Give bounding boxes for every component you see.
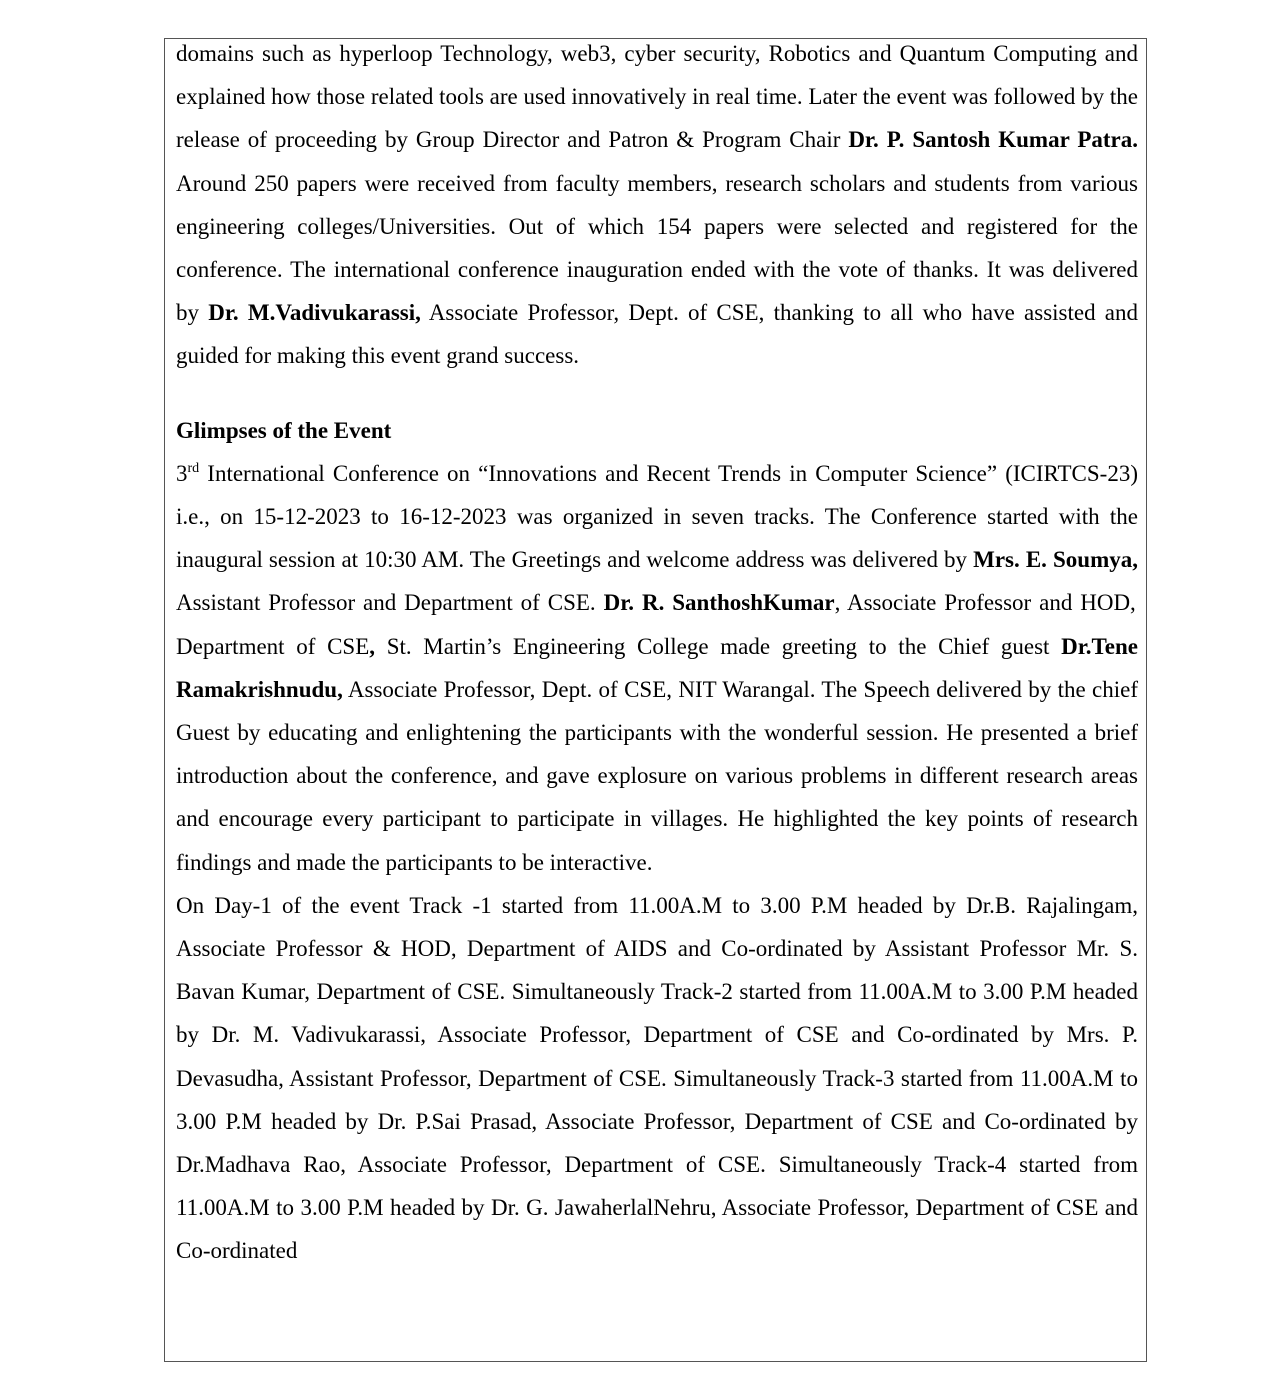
section-heading: Glimpses of the Event xyxy=(176,417,392,443)
paragraph-text: Assistant Professor and Department of CSE. xyxy=(176,590,604,616)
bold-name-santhoshkumar: Dr. R. SanthoshKumar xyxy=(603,590,835,616)
bold-name-ramakrishnudu: Dr.Tene Ramakrishnudu, xyxy=(176,633,1138,702)
paragraph-gap xyxy=(176,378,1138,409)
bold-name-patra: Dr. P. Santosh Kumar Patra. xyxy=(848,127,1138,153)
paragraph-text: , Associate Professor and HOD, Department of CSE xyxy=(176,590,1136,659)
bold-name-soumya: Mrs. E. Soumya, xyxy=(973,547,1138,573)
paragraph-proceedings xyxy=(176,32,1138,378)
bold-comma: , xyxy=(369,633,376,659)
paragraph-text: International Conference on “Innovations and Recent Trends in Computer Science” (ICIRTCS-23) i.e., on 15-12-2023 to 16-12-2023 was organized in seven tracks. The Conference started with the inaugural session at 10:30 AM. The Greetings and welcome address was delivered by xyxy=(176,460,1138,573)
document-body xyxy=(176,32,1138,1273)
paragraph-text: domains such as hyperloop Technology, web3, cyber security, Robotics and Quantum Computing and explained how those related tools are used innovatively in real time. Later the event was followed by the release of proceeding by Group Director and Patron & Program Chair xyxy=(176,41,1138,153)
paragraph-text: St. Martin’s Engineering College made greeting to the Chief guest xyxy=(375,633,1062,659)
paragraph-text: Associate Professor, Dept. of CSE, NIT Warangal. The Speech delivered by the chief Guest by educating and enlightening the participants with the wonderful session. He presented a brief introduction about the conference, and gave explosure on various problems in different research areas and encourage every participant to participate in villages. He highlighted the key points of research findings and made the participants to be interactive. xyxy=(176,676,1138,875)
paragraph-day1-tracks xyxy=(176,884,1138,1273)
paragraph-conference-intro xyxy=(176,452,1138,884)
ordinal-number: 3 xyxy=(176,460,188,486)
paragraph-text: Around 250 papers were received from faculty members, research scholars and students from various engineering colleges/Universities. Out of which 154 papers were selected and registered for the conference. The international conference inauguration ended with the vote of thanks. It was delivered by xyxy=(176,170,1138,326)
bold-name-vadivukarassi: Dr. M.Vadivukarassi, xyxy=(208,300,421,326)
ordinal-suffix: rd xyxy=(187,460,200,476)
paragraph-text: Associate Professor, Dept. of CSE, thanking to all who have assisted and guided for making this event grand success. xyxy=(176,300,1139,369)
paragraph-text: On Day-1 of the event Track -1 started from 11.00A.M to 3.00 P.M headed by Dr.B. Rajalingam, Associate Professor & HOD, Department of AIDS and Co-ordinated by Assistant Professor Mr. S. Bavan Kumar, Department of CSE. Simultaneously Track-2 started from 11.00A.M to 3.00 P.M headed by Dr. M. Vadivukarassi, Associate Professor, Department of CSE and Co-ordinated by Mrs. P. Devasudha, Assistant Professor, Department of CSE. Simultaneously Track-3 started from 11.00A.M to 3.00 P.M headed by Dr. P.Sai Prasad, Associate Professor, Department of CSE and Co-ordinated by Dr.Madhava Rao, Associate Professor, Department of CSE. Simultaneously Track-4 started from 11.00A.M to 3.00 P.M headed by Dr. G. JawaherlalNehru, Associate Professor, Department of CSE and Co-ordinated xyxy=(176,892,1138,1264)
